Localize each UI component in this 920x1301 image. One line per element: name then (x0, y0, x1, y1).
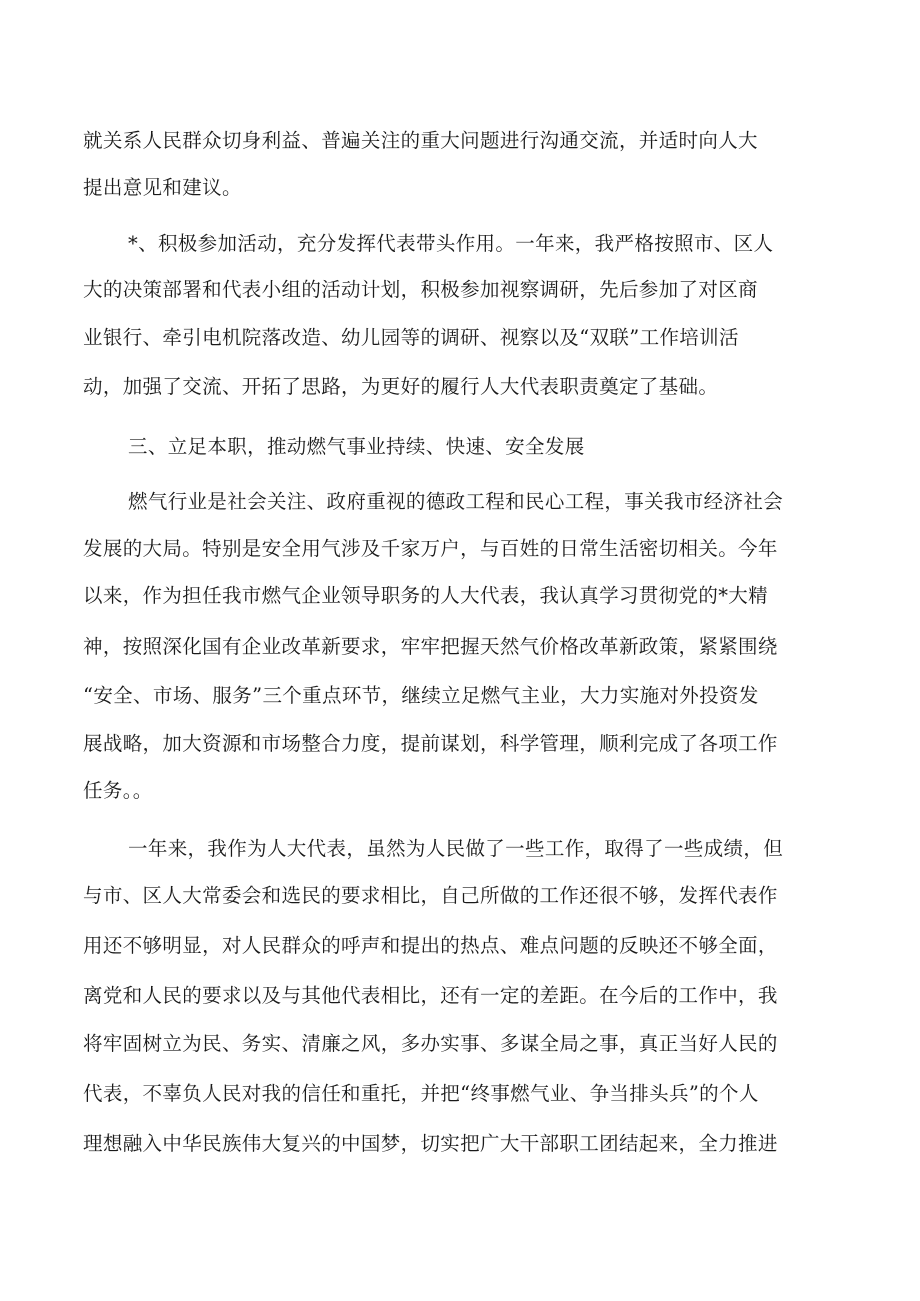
text-line: 发展的大局。特别是安全用气涉及千家万户，与百姓的日常生活密切相关。今年 (83, 537, 778, 560)
text-line: 业银行、牵引电机院落改造、幼儿园等的调研、视察以及“双联”工作培训活 (83, 326, 739, 349)
text-line: 提出意见和建议。 (83, 176, 242, 199)
text-line: 动，加强了交流、开拓了思路，为更好的履行人大代表职责奠定了基础。 (83, 375, 719, 398)
text-line: 展战略，加大资源和市场整合力度，提前谋划，科学管理，顺利完成了各项工作 (83, 732, 778, 755)
text-line: 燃气行业是社会关注、政府重视的德政工程和民心工程，事关我市经济社会 (128, 490, 784, 513)
text-line: 就关系人民群众切身利益、普遍关注的重大问题进行沟通交流，并适时向人大 (83, 129, 758, 152)
text-line: 代表，不辜负人民对我的信任和重托，并把“终事燃气业、争当排头兵”的个人 (83, 1082, 759, 1105)
text-line: 大的决策部署和代表小组的活动计划，积极参加视察调研，先后参加了对区商 (83, 278, 758, 301)
text-line: 理想融入中华民族伟大复兴的中国梦，切实把广大干部职工团结起来，全力推进 (83, 1132, 778, 1155)
text-line: 与市、区人大常委会和选民的要求相比，自己所做的工作还很不够，发挥代表作 (83, 884, 778, 907)
text-line: 神，按照深化国有企业改革新要求，牢牢把握天然气价格改革新政策，紧紧围绕 (83, 635, 778, 658)
text-line: 一年来，我作为人大代表，虽然为人民做了一些工作，取得了一些成绩，但 (128, 837, 784, 860)
text-line: 离党和人民的要求以及与其他代表相比，还有一定的差距。在今后的工作中，我 (83, 984, 778, 1007)
text-line: 将牢固树立为民、务实、清廉之风，多办实事、多谋全局之事，真正当好人民的 (83, 1032, 778, 1055)
text-line: *、积极参加活动，充分发挥代表带头作用。一年来，我严格按照市、区人 (128, 232, 774, 255)
section-heading: 三、立足本职，推动燃气事业持续、快速、安全发展 (128, 435, 585, 458)
text-line: 以来，作为担任我市燃气企业领导职务的人大代表，我认真学习贯彻党的*大精 (83, 584, 769, 607)
text-line: 任务。。 (83, 779, 153, 802)
text-line: 用还不够明显，对人民群众的呼声和提出的热点、难点问题的反映还不够全面， (83, 934, 778, 957)
text-line: “安全、市场、服务”三个重点环节，继续立足燃气主业，大力实施对外投资发 (83, 684, 759, 707)
